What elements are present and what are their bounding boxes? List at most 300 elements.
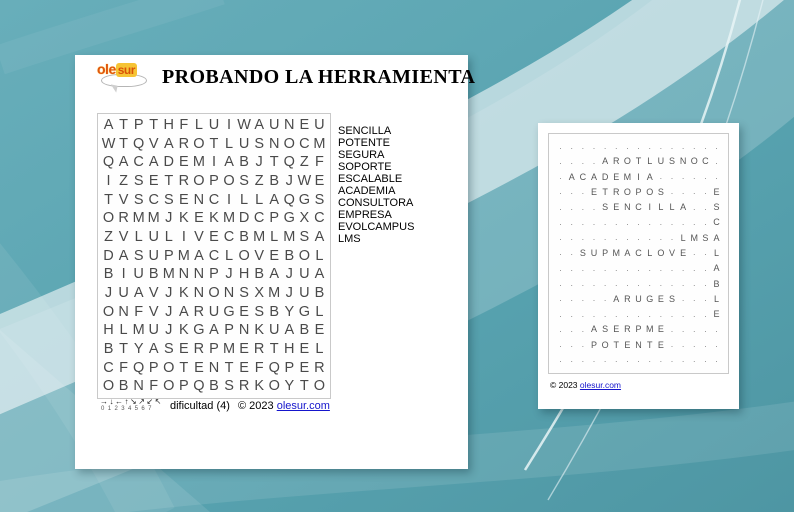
letter-cell: B xyxy=(148,266,159,283)
empty-cell: . xyxy=(604,355,607,365)
letter-cell: M xyxy=(222,210,236,227)
letter-cell: T xyxy=(269,154,279,171)
letter-cell: O xyxy=(646,186,654,197)
letter-cell: O xyxy=(601,339,609,350)
empty-cell: . xyxy=(604,217,607,227)
grid-row xyxy=(555,154,722,169)
letter-cell: S xyxy=(254,303,264,320)
letter-cell: M xyxy=(623,171,632,182)
olesur-link[interactable]: olesur.com xyxy=(276,400,330,412)
letter-cell: B xyxy=(209,378,219,395)
empty-cell: . xyxy=(570,340,573,350)
word-item: SENCILLA xyxy=(338,125,392,137)
empty-cell: . xyxy=(570,279,573,289)
empty-cell: . xyxy=(693,279,696,289)
letter-cell: Q xyxy=(102,154,115,171)
grid-row xyxy=(101,172,327,191)
word-item: SEGURA xyxy=(338,149,385,161)
letter-cell: L xyxy=(224,135,234,152)
copyright-text: © 2023 xyxy=(238,400,277,412)
grid-row xyxy=(101,135,327,154)
letter-cell: M xyxy=(253,229,266,246)
letter-cell: R xyxy=(193,303,205,320)
empty-cell: . xyxy=(581,156,584,166)
letter-cell: J xyxy=(285,266,293,283)
grid-row xyxy=(101,247,327,266)
grid-row xyxy=(555,246,722,261)
empty-cell: . xyxy=(637,279,640,289)
empty-cell: . xyxy=(570,233,573,243)
letter-cell: K xyxy=(179,322,189,339)
letter-cell: C xyxy=(253,210,265,227)
empty-cell: . xyxy=(637,355,640,365)
letter-cell: A xyxy=(118,247,129,264)
empty-cell: . xyxy=(570,263,573,273)
letter-cell: O xyxy=(657,247,665,258)
letter-cell: M xyxy=(192,154,205,171)
solution-grid xyxy=(548,133,729,374)
word-item: LMS xyxy=(338,233,361,245)
empty-cell: . xyxy=(704,172,707,182)
letter-cell: A xyxy=(314,229,325,246)
letter-cell: N xyxy=(193,285,205,302)
puzzle-sheet xyxy=(75,55,476,469)
letter-cell: W xyxy=(297,173,312,190)
letter-cell: O xyxy=(102,378,115,395)
letter-cell: P xyxy=(148,359,159,376)
empty-cell: . xyxy=(570,248,573,258)
letter-cell: N xyxy=(208,359,220,376)
empty-cell: . xyxy=(570,324,573,334)
empty-cell: . xyxy=(604,294,607,304)
letter-cell: U xyxy=(299,285,310,302)
letter-cell: X xyxy=(254,285,264,302)
grid-row xyxy=(555,292,722,307)
letter-cell: A xyxy=(590,171,597,182)
grid-row xyxy=(101,340,327,359)
grid-row xyxy=(555,200,722,215)
grid-row xyxy=(101,153,327,172)
letter-cell: E xyxy=(613,324,620,335)
letter-cell: L xyxy=(315,247,324,264)
empty-cell: . xyxy=(581,279,584,289)
letter-cell: T xyxy=(104,191,113,208)
letter-cell: Q xyxy=(193,378,205,395)
empty-cell: . xyxy=(715,355,718,365)
empty-cell: . xyxy=(570,309,573,319)
letter-cell: A xyxy=(224,154,234,171)
empty-cell: . xyxy=(715,172,718,182)
letter-cell: U xyxy=(299,266,310,283)
letter-cell: A xyxy=(284,322,295,339)
empty-cell: . xyxy=(704,309,707,319)
empty-cell: . xyxy=(592,202,596,212)
letter-cell: L xyxy=(134,229,143,246)
letter-cell: P xyxy=(602,247,609,258)
empty-cell: . xyxy=(604,233,607,243)
letter-cell: Q xyxy=(133,359,145,376)
empty-cell: . xyxy=(704,263,707,273)
letter-cell: O xyxy=(268,378,280,395)
letter-cell: E xyxy=(239,341,249,358)
empty-cell: . xyxy=(670,309,674,319)
letter-cell: M xyxy=(268,285,281,302)
empty-cell: . xyxy=(637,263,640,273)
empty-cell: . xyxy=(682,324,685,334)
letter-cell: F xyxy=(179,117,189,134)
letter-cell: A xyxy=(194,247,204,264)
letter-cell: U xyxy=(635,293,642,304)
empty-cell: . xyxy=(659,355,662,365)
letter-cell: L xyxy=(224,247,234,264)
letter-cell: O xyxy=(223,173,235,190)
letter-cell: A xyxy=(133,285,144,302)
empty-cell: . xyxy=(704,202,707,212)
empty-cell: . xyxy=(648,217,651,227)
letter-cell: A xyxy=(269,191,280,208)
letter-cell: E xyxy=(713,186,720,197)
letter-cell: M xyxy=(612,247,621,258)
letter-cell: C xyxy=(314,210,325,227)
letter-cell: N xyxy=(268,135,280,152)
empty-cell: . xyxy=(592,263,596,273)
letter-cell: U xyxy=(238,135,250,152)
letter-cell: J xyxy=(285,285,293,302)
letter-cell: B xyxy=(299,322,310,339)
grid-row xyxy=(555,170,722,185)
letter-cell: J xyxy=(165,303,173,320)
empty-cell: . xyxy=(693,141,696,151)
empty-cell: . xyxy=(704,217,707,227)
word-item: ACADEMIA xyxy=(338,185,396,197)
empty-cell: . xyxy=(626,355,629,365)
letter-cell: J xyxy=(285,173,293,190)
letter-cell: A xyxy=(163,135,174,152)
grid-row xyxy=(101,209,327,228)
empty-cell: . xyxy=(648,279,651,289)
letter-cell: E xyxy=(590,186,597,197)
letter-cell: F xyxy=(119,359,129,376)
letter-cell: S xyxy=(579,247,586,258)
word-item: EVOLCAMPUS xyxy=(338,221,415,233)
letter-cell: A xyxy=(103,117,114,134)
letter-cell: U xyxy=(590,247,598,258)
letter-cell: V xyxy=(148,303,159,320)
letter-cell: R xyxy=(624,293,631,304)
grid-row xyxy=(101,321,327,340)
letter-cell: J xyxy=(255,154,263,171)
word-item: CONSULTORA xyxy=(338,197,414,209)
empty-cell: . xyxy=(626,309,629,319)
letter-cell: A xyxy=(269,266,280,283)
empty-cell: . xyxy=(559,172,562,182)
letter-cell: I xyxy=(211,154,216,171)
letter-cell: J xyxy=(104,285,113,302)
empty-cell: . xyxy=(615,355,618,365)
letter-cell: P xyxy=(179,378,189,395)
empty-cell: . xyxy=(670,217,674,227)
letter-cell: T xyxy=(179,359,189,376)
letter-cell: G xyxy=(193,322,205,339)
letter-cell: C xyxy=(702,156,709,167)
letter-cell: A xyxy=(646,171,653,182)
empty-cell: . xyxy=(659,279,662,289)
letter-cell: A xyxy=(148,154,159,171)
empty-cell: . xyxy=(570,156,573,166)
letter-cell: R xyxy=(613,186,620,197)
letter-cell: J xyxy=(165,322,173,339)
letter-cell: E xyxy=(299,117,310,134)
letter-cell: A xyxy=(314,266,325,283)
letter-cell: C xyxy=(208,247,220,264)
grid-row xyxy=(101,265,327,284)
letter-cell: L xyxy=(714,293,720,304)
letter-cell: T xyxy=(119,135,129,152)
empty-cell: . xyxy=(670,172,674,182)
grid-row xyxy=(555,215,722,230)
letter-cell: O xyxy=(283,135,295,152)
letter-cell: B xyxy=(103,341,114,358)
letter-cell: Q xyxy=(283,154,295,171)
empty-cell: . xyxy=(570,141,573,151)
letter-cell: R xyxy=(613,156,620,167)
difficulty-arrows-icon: →↓←↑↘↗↙↖ xyxy=(100,397,163,406)
grid-row xyxy=(555,261,722,276)
letter-cell: E xyxy=(314,322,325,339)
letter-cell: F xyxy=(314,154,324,171)
grid-row xyxy=(101,191,327,210)
letter-cell: B xyxy=(254,266,264,283)
letter-cell: S xyxy=(602,324,609,335)
letter-cell: W xyxy=(237,117,251,134)
letter-cell: E xyxy=(194,210,204,227)
empty-cell: . xyxy=(693,324,696,334)
empty-cell: . xyxy=(693,263,696,273)
letter-cell: Y xyxy=(284,378,295,395)
letter-cell: A xyxy=(680,202,687,213)
letter-cell: M xyxy=(177,247,190,264)
puzzle-copyright xyxy=(238,400,330,412)
letter-cell: Z xyxy=(104,229,113,246)
logo-sur: sur xyxy=(117,63,135,77)
letter-cell: Z xyxy=(299,154,309,171)
empty-cell: . xyxy=(570,202,573,212)
letter-cell: M xyxy=(132,210,145,227)
empty-cell: . xyxy=(581,141,584,151)
empty-cell: . xyxy=(693,294,696,304)
empty-cell: . xyxy=(704,294,707,304)
letter-cell: S xyxy=(668,293,675,304)
copyright-text: © 2023 xyxy=(550,380,580,390)
letter-cell: E xyxy=(657,339,664,350)
empty-cell: . xyxy=(581,340,584,350)
letter-cell: F xyxy=(134,303,144,320)
letter-cell: L xyxy=(669,202,675,213)
letter-cell: E xyxy=(624,339,631,350)
letter-cell: K xyxy=(179,285,189,302)
letter-cell: P xyxy=(133,117,144,134)
letter-cell: P xyxy=(163,247,174,264)
letter-cell: N xyxy=(624,202,631,213)
empty-cell: . xyxy=(637,233,640,243)
logo-ole: ole xyxy=(97,61,116,77)
letter-cell: O xyxy=(193,135,205,152)
letter-cell: O xyxy=(163,359,175,376)
letter-cell: Q xyxy=(283,191,295,208)
empty-cell: . xyxy=(604,279,607,289)
letter-cell: A xyxy=(254,117,264,134)
letter-cell: S xyxy=(657,186,664,197)
letter-cell: S xyxy=(224,378,234,395)
empty-cell: . xyxy=(704,141,707,151)
letter-cell: R xyxy=(193,341,205,358)
difficulty-indicator xyxy=(100,398,170,412)
letter-cell: C xyxy=(299,135,310,152)
empty-cell: . xyxy=(559,156,562,166)
empty-cell: . xyxy=(682,355,685,365)
empty-cell: . xyxy=(615,233,618,243)
empty-cell: . xyxy=(693,355,696,365)
empty-cell: . xyxy=(704,279,707,289)
letter-cell: S xyxy=(314,191,325,208)
empty-cell: . xyxy=(604,309,607,319)
letter-cell: R xyxy=(238,378,250,395)
empty-cell: . xyxy=(581,324,584,334)
letter-cell: L xyxy=(255,191,264,208)
letter-cell: U xyxy=(208,117,220,134)
empty-cell: . xyxy=(581,355,584,365)
letter-cell: B xyxy=(269,303,280,320)
empty-cell: . xyxy=(626,233,629,243)
letter-cell: E xyxy=(179,341,189,358)
empty-cell: . xyxy=(592,141,596,151)
letter-cell: F xyxy=(254,359,264,376)
empty-cell: . xyxy=(626,141,629,151)
empty-cell: . xyxy=(615,263,618,273)
empty-cell: . xyxy=(581,233,584,243)
letter-cell: H xyxy=(103,322,114,339)
empty-cell: . xyxy=(659,263,662,273)
empty-cell: . xyxy=(682,309,685,319)
letter-cell: P xyxy=(635,186,642,197)
empty-cell: . xyxy=(693,217,696,227)
letter-cell: T xyxy=(164,173,174,190)
letter-cell: S xyxy=(133,247,144,264)
letter-cell: K xyxy=(179,210,189,227)
letter-cell: O xyxy=(163,378,175,395)
letter-cell: B xyxy=(713,278,720,289)
letter-cell: X xyxy=(299,210,310,227)
letter-cell: V xyxy=(118,191,129,208)
letter-cell: O xyxy=(102,303,115,320)
letter-cell: E xyxy=(299,359,310,376)
grid-row xyxy=(101,284,327,303)
empty-cell: . xyxy=(659,309,662,319)
grid-row xyxy=(555,276,722,291)
letter-cell: U xyxy=(133,266,144,283)
empty-cell: . xyxy=(570,217,573,227)
letter-cell: V xyxy=(148,135,159,152)
empty-cell: . xyxy=(704,340,707,350)
letter-cell: S xyxy=(713,202,720,213)
letter-cell: E xyxy=(613,202,620,213)
letter-cell: C xyxy=(579,171,587,182)
empty-cell: . xyxy=(659,172,662,182)
empty-cell: . xyxy=(659,233,662,243)
letter-cell: L xyxy=(658,202,664,213)
letter-cell: G xyxy=(223,303,235,320)
letter-cell: N xyxy=(118,303,129,320)
letter-cell: A xyxy=(568,171,575,182)
empty-cell: . xyxy=(626,279,629,289)
empty-cell: . xyxy=(592,355,596,365)
letter-cell: I xyxy=(227,117,232,134)
letter-cell: E xyxy=(179,191,189,208)
letter-cell: T xyxy=(209,135,219,152)
letter-cell: T xyxy=(119,341,129,358)
letter-cell: E xyxy=(613,171,620,182)
letter-cell: V xyxy=(148,285,159,302)
letter-cell: N xyxy=(178,266,190,283)
grid-row xyxy=(555,185,722,200)
empty-cell: . xyxy=(659,141,662,151)
empty-cell: . xyxy=(648,233,651,243)
letter-cell: U xyxy=(148,247,159,264)
letter-cell: S xyxy=(702,232,709,243)
word-item: POTENTE xyxy=(338,137,390,149)
letter-cell: F xyxy=(149,378,159,395)
letter-cell: L xyxy=(240,191,249,208)
letter-cell: J xyxy=(165,210,173,227)
empty-cell: . xyxy=(670,355,674,365)
letter-cell: L xyxy=(315,341,324,358)
letter-cell: I xyxy=(227,191,232,208)
empty-cell: . xyxy=(559,279,562,289)
letter-cell: M xyxy=(690,232,698,243)
letter-cell: L xyxy=(270,229,279,246)
letter-cell: E xyxy=(314,173,325,190)
letter-cell: V xyxy=(118,229,129,246)
empty-cell: . xyxy=(559,263,562,273)
letter-cell: O xyxy=(623,156,631,167)
empty-cell: . xyxy=(693,340,696,350)
empty-cell: . xyxy=(615,217,618,227)
letter-cell: D xyxy=(601,171,609,182)
letter-cell: B xyxy=(284,247,295,264)
empty-cell: . xyxy=(648,141,651,151)
empty-cell: . xyxy=(715,340,718,350)
olesur-link[interactable]: olesur.com xyxy=(579,380,622,390)
empty-cell: . xyxy=(581,309,584,319)
letter-cell: A xyxy=(209,322,219,339)
wordsearch-grid xyxy=(97,113,331,399)
letter-cell: T xyxy=(224,359,234,376)
letter-cell: A xyxy=(613,293,620,304)
empty-cell: . xyxy=(715,324,718,334)
letter-cell: I xyxy=(121,266,126,283)
letter-cell: M xyxy=(313,135,326,152)
letter-cell: T xyxy=(635,156,642,167)
letter-cell: O xyxy=(238,247,250,264)
letter-cell: E xyxy=(209,229,219,246)
empty-cell: . xyxy=(682,141,685,151)
empty-cell: . xyxy=(559,202,562,212)
empty-cell: . xyxy=(559,324,562,334)
letter-cell: E xyxy=(239,359,249,376)
empty-cell: . xyxy=(559,217,562,227)
letter-cell: T xyxy=(119,117,129,134)
letter-cell: N xyxy=(133,378,144,395)
